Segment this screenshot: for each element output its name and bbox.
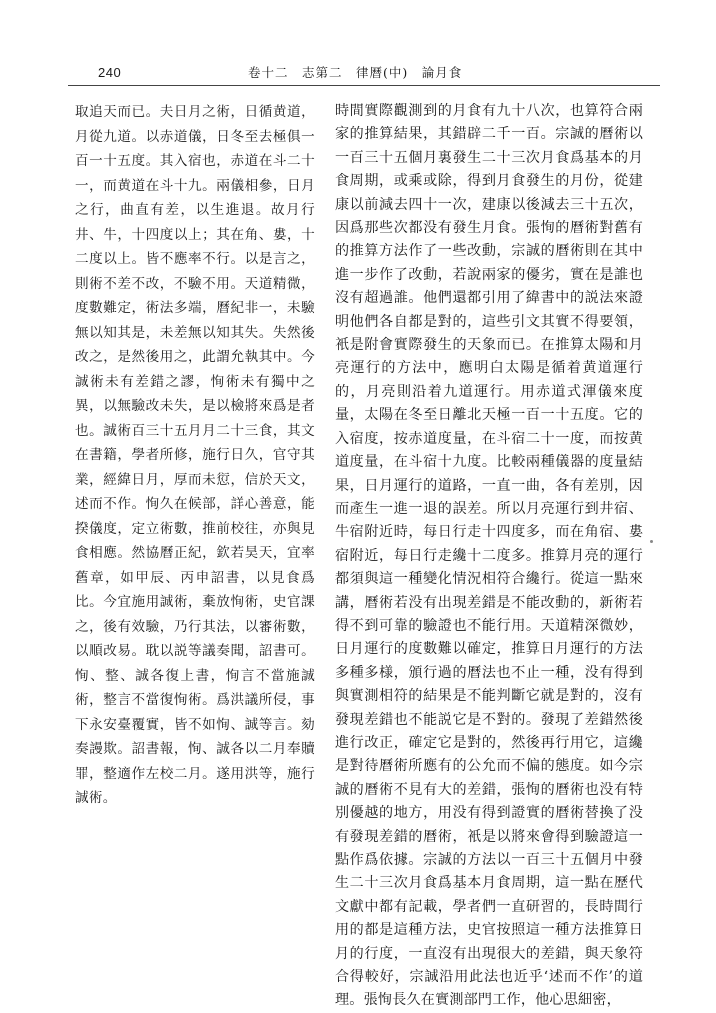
page-header bbox=[68, 62, 660, 84]
translation-column bbox=[335, 100, 643, 1009]
translation-text: 時間實際觀測到的月食有九十八次，也算符合兩家的推算結果，其錯辟二千一百。宗誠的曆術以一百三十五個月裏發生二十三次月食爲基本的月食周期，或乘或除，得到月食發生的月份，從建康以前減去四十一次，建康以後減去三十五次，因爲那些次都没有發生月食。張恂的曆術對舊有的推算方法作了一些改動，宗誠的曆術則在其中進一步作了改動，若說兩家的優劣，實在是誰也沒有超過誰。他們還都引用了緯書中的説法來證明他們各自都是對的，這些引文其實不得要領，衹是附會實際發生的天象而已。在推算太陽和月亮運行的方法中，應明白太陽是循着黄道運行的，月亮則沿着九道運行。用赤道式渾儀來度量，太陽在冬至日離北天極一百一十五度。它的入宿度，按赤道度量，在斗宿二十一度，而按黄道度量，在斗宿十九度。比較兩種儀器的度量結果，日月運行的道路，一直一曲，各有差別，因而產生一進一退的誤差。所以月亮運行到井宿、牛宿附近時，每日行走十四度多，而在角宿、婁宿附近，每日行走纔十二度多。推算月亮的運行都須與這一種變化情況相符合纔行。從這一點來講，曆術若没有出現差錯是不能改動的，新術若得不到可靠的驗證也不能行用。天道精深微妙，日月運行的度數難以確定，推算日月運行的方法多種多様，頒行過的曆法也不止一種，没有得到與實測相符的結果是不能判斷它就是對的，沒有發現差錯也不能説它是不對的。發現了差錯然後進行改正，確定它是對的，然後再行用它，這纔是對待曆術所應有的公允而不偏的態度。如今宗誠的曆術不見有大的差錯，張恂的曆術也没有特別優越的地方，用没有得到證實的曆術替換了没有發現差錯的曆術，衹是以將來會得到驗證這一點作爲依據。宗誠的方法以一百三十五個月中發生二十三次月食爲基本月食周期，這一點在歷代文獻中都有記載，學者們一直研習的，長時間行用的都是這種方法，史官按照這一種方法推算日月的行度，一直沒有出現很大的差錯，與天象符合得較好，宗誠沿用此法也近乎‘述而不作’的道理。張恂長久在實測部門工作，他心思細密， bbox=[335, 103, 643, 1009]
print-speck bbox=[650, 540, 653, 543]
classical-text: 取追天而已。夫日月之術，日循黄道，月從九道。以赤道儀，日冬至去極俱一百一十五度。其入宿也，赤道在斗二十一，而黄道在斗十九。兩儀相參，日月之行，曲直有差，以生進退。故月行井、牛，十四度以上；其在角、婁，十二度以上。皆不應率不行。以是言之，則術不差不改，不驗不用。天道精微，度數難定，術法多端，曆紀非一，未驗無以知其是，未差無以知其失。失然後改之，是然後用之，此謂允執其中。今誠術未有差錯之謬，恂術未有獨中之異，以無驗改未失，是以檢將來爲是者也。誠術百三十五月月二十三食，其文在書籍，學者所修，施行日久，官守其業，經緯日月，厚而未愆，信於天文，述而不作。恂久在候部，詳心善意，能揆儀度，定立術數，推前校往，亦與見食相應。然協曆正紀，欽若昊天，宜率舊章，如甲辰、丙申詔書，以見食爲比。今宜施用誠術，棄放恂術，史官課之，後有效驗，乃行其法，以審術數，以順改易。耽以説等議奏聞，詔書可。恂、整、誠各復上書，恂言不當施誠術，整言不當復恂術。爲洪議所侵，事下永安臺覆實，皆不如恂、誠等言。劾奏謾欺。詔書報，恂、誠各以二月奉贖罪，整適作左校二月。遂用洪等，施行誠術。 bbox=[75, 104, 315, 806]
classical-text-column bbox=[75, 100, 315, 806]
page-number: 240 bbox=[98, 65, 122, 80]
running-head: 卷十二 志第二 律曆(中) 論月食 bbox=[248, 65, 463, 80]
header-rule bbox=[68, 85, 660, 86]
